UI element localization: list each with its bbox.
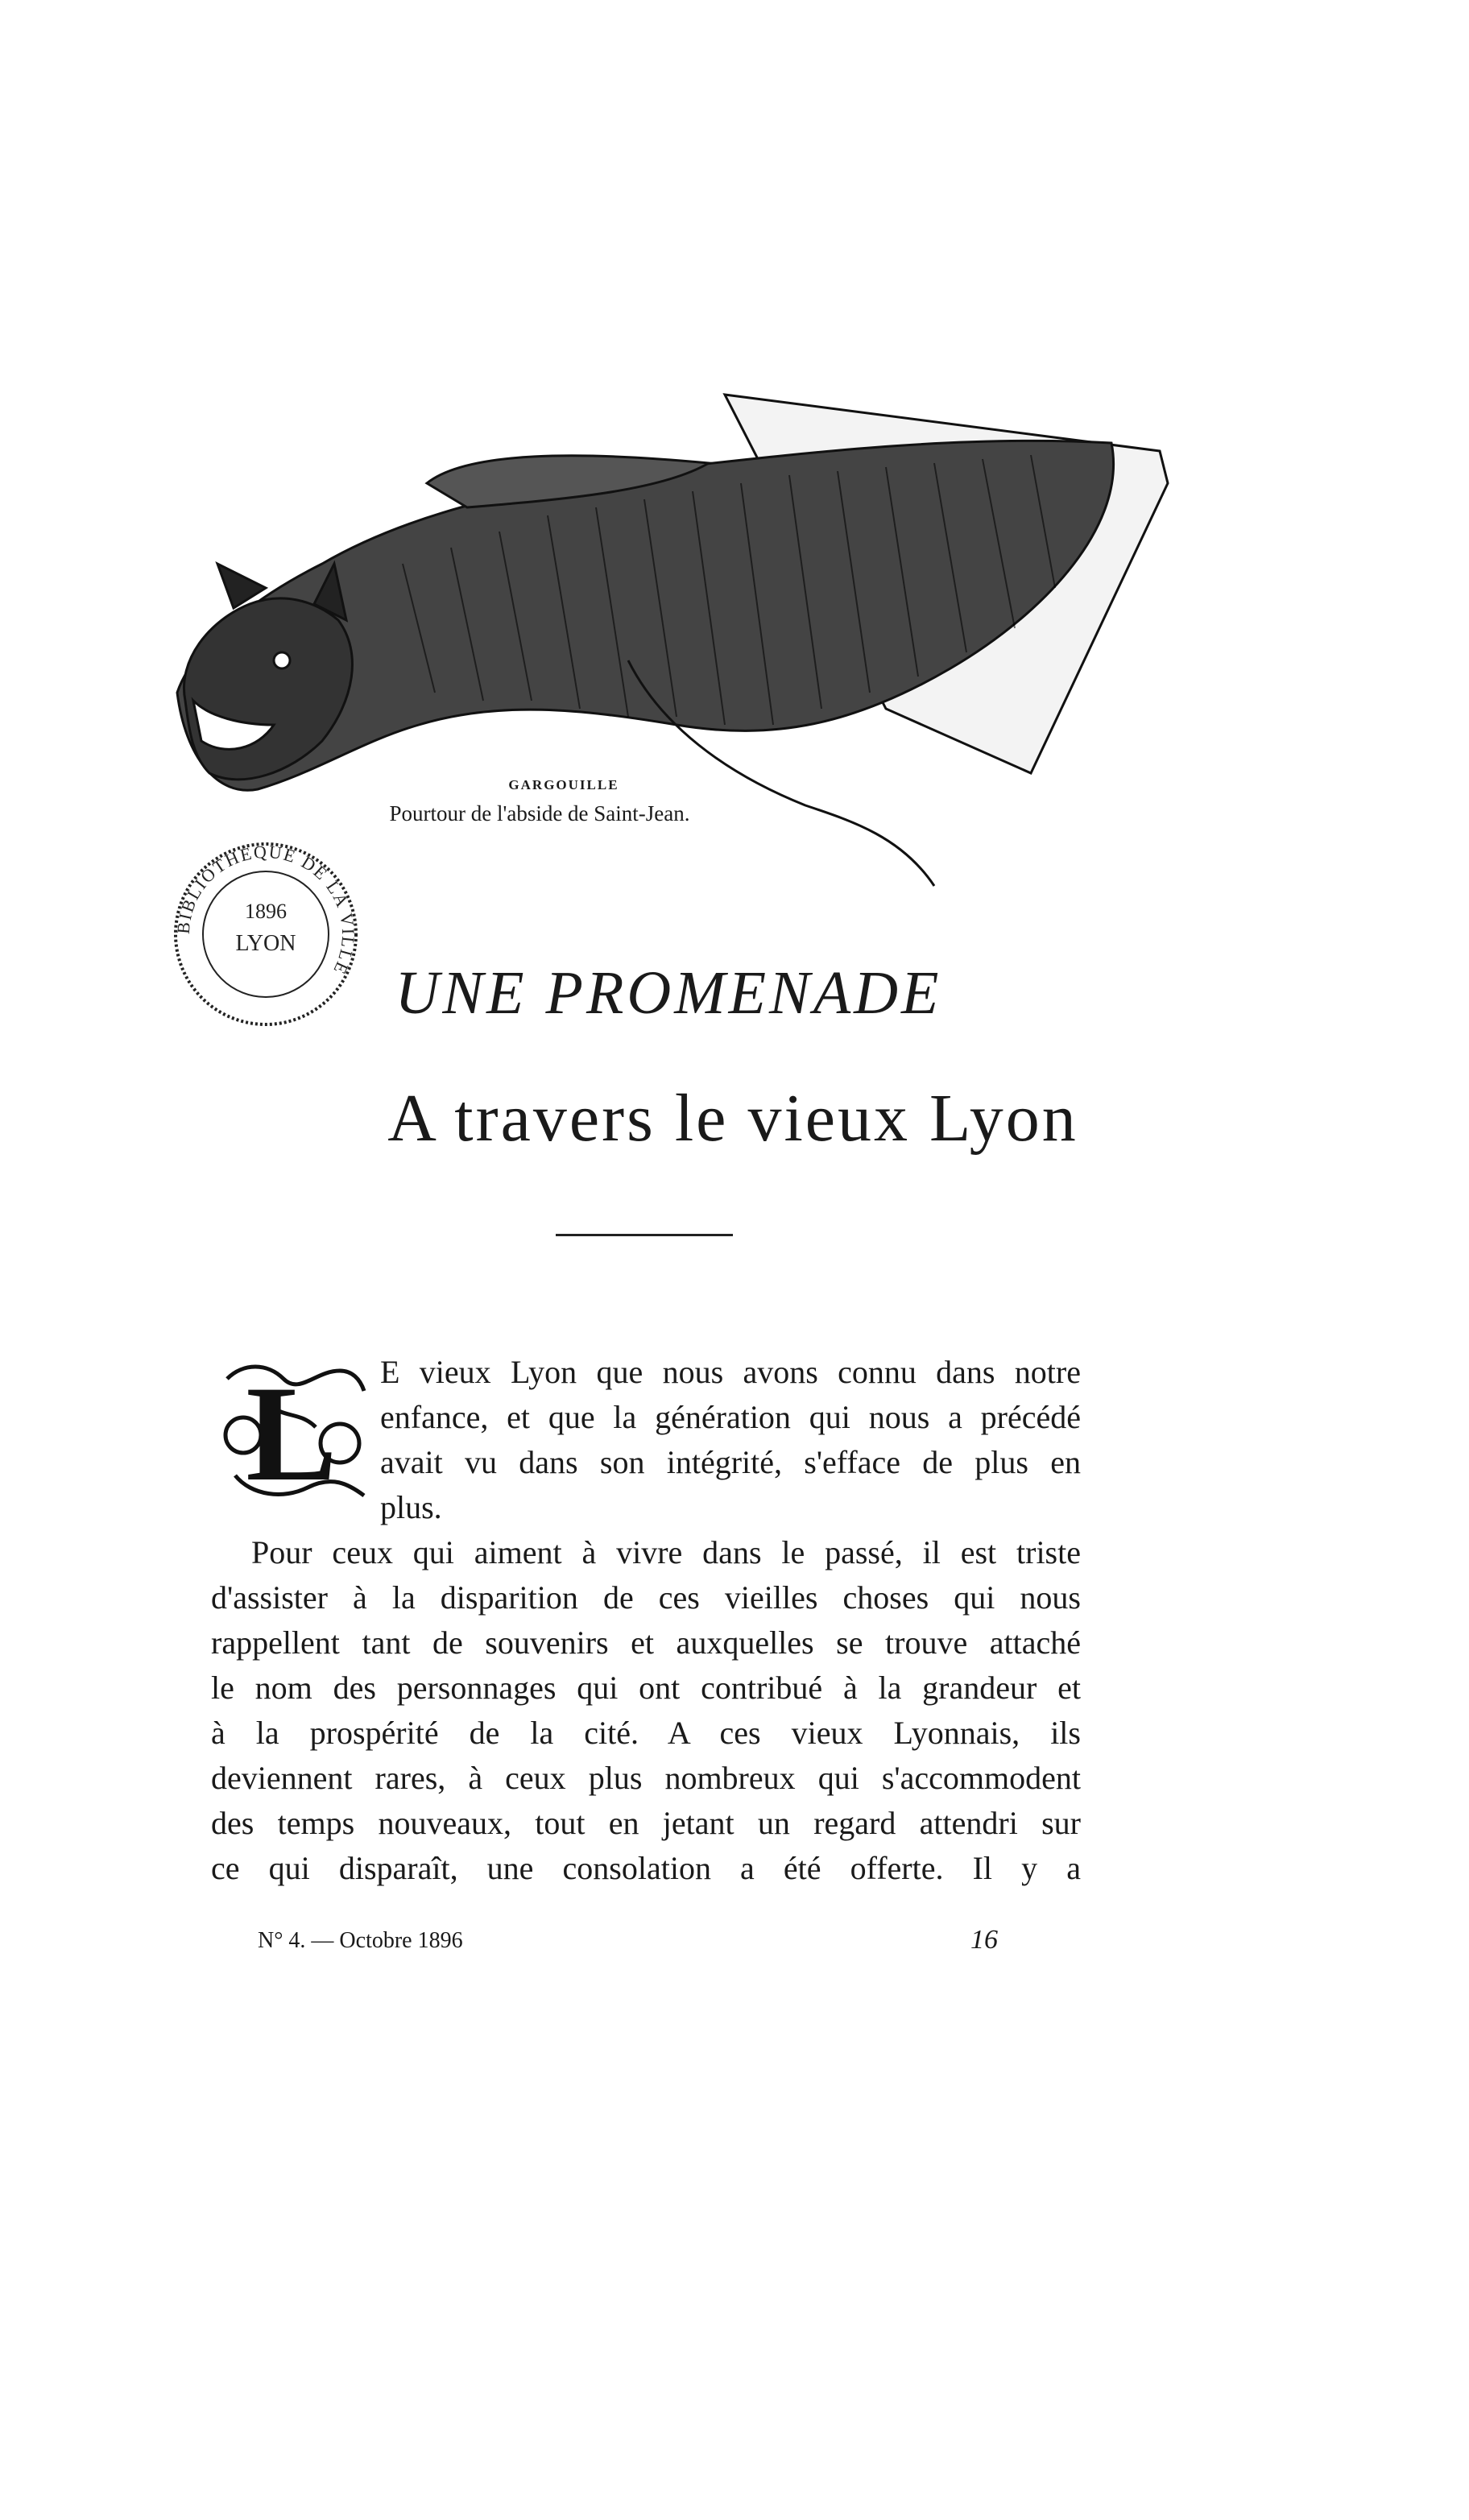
paragraph-line: Pour ceux qui aiment à vivre dans le passé, il est triste <box>251 1534 1081 1570</box>
first-paragraph <box>380 1350 1081 1530</box>
paragraph-line: deviennent rares, à ceux plus nombreux qui s'accommodent <box>211 1760 1081 1796</box>
paragraph-line: plus. <box>380 1489 442 1525</box>
paragraph-line: enfance, et que la génération qui nous a précédé <box>380 1399 1081 1435</box>
paragraph-line: ce qui disparaît, une consolation a été offerte. Il y a <box>211 1850 1081 1886</box>
stamp-year: 1896 <box>245 900 287 923</box>
article-title: UNE PROMENADE <box>395 959 942 1027</box>
stamp-city: LYON <box>235 931 296 956</box>
paragraph-line: à la prospérité de la cité. A ces vieux Lyonnais, ils <box>211 1715 1081 1751</box>
paragraph-line: avait vu dans son intégrité, s'efface de plus en <box>380 1444 1081 1480</box>
issue-footer: N° 4. — Octobre 1896 <box>258 1928 463 1953</box>
drop-cap-letter: L <box>246 1358 337 1508</box>
ornamental-drop-cap <box>211 1347 372 1508</box>
paragraph-line: E vieux Lyon que nous avons connu dans notre <box>380 1354 1081 1390</box>
second-paragraph <box>211 1530 1081 1891</box>
paragraph-line: rappellent tant de souvenirs et auxquelles se trouve attaché <box>211 1624 1081 1661</box>
title-divider <box>556 1234 733 1236</box>
paragraph-line: des temps nouveaux, tout en jetant un regard attendri sur <box>211 1805 1081 1841</box>
illustration-caption-subtitle: Pourtour de l'abside de Saint-Jean. <box>389 801 690 826</box>
article-subtitle: A travers le vieux Lyon <box>387 1081 1078 1156</box>
library-stamp <box>169 838 362 1031</box>
paragraph-line: d'assister à la disparition de ces vieilles choses qui nous <box>211 1579 1081 1616</box>
paragraph-line: le nom des personnages qui ont contribué à la grandeur et <box>211 1670 1081 1706</box>
stamp-ring-text: BIBLIOTHÈQUE DE LA VILLE <box>172 841 359 979</box>
illustration-caption-title: GARGOUILLE <box>508 777 619 792</box>
page-number: 16 <box>970 1925 998 1955</box>
